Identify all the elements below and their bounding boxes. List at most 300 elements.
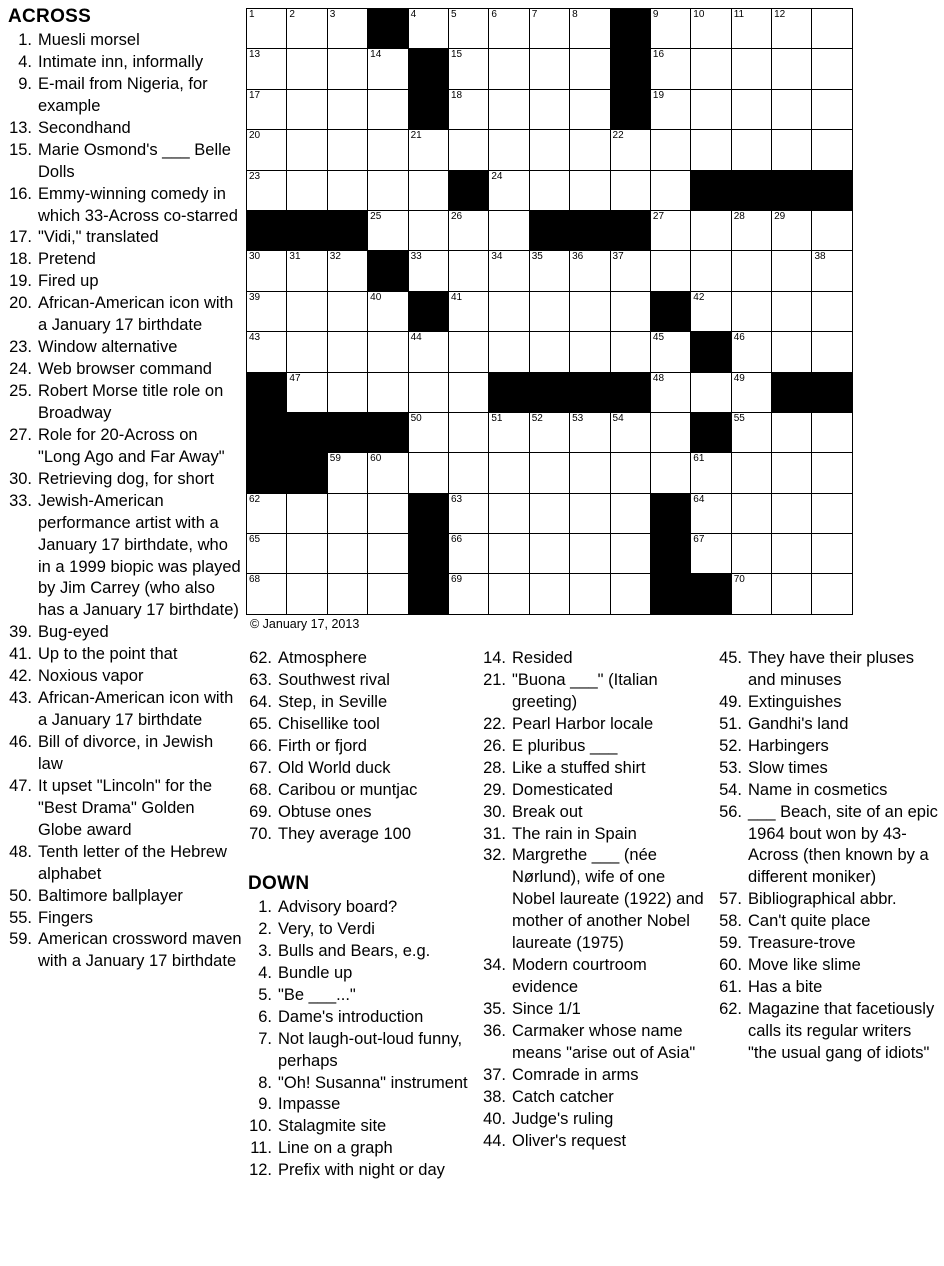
grid-cell[interactable] bbox=[489, 453, 529, 493]
grid-row bbox=[247, 493, 853, 533]
grid-cell-number: 35 bbox=[531, 251, 543, 263]
down-clue-item[interactable] bbox=[482, 758, 712, 780]
grid-cell[interactable] bbox=[731, 332, 771, 372]
grid-cell[interactable] bbox=[570, 412, 610, 452]
grid-cell[interactable] bbox=[772, 332, 812, 372]
grid-cell[interactable] bbox=[327, 372, 367, 412]
grid-cell[interactable] bbox=[691, 453, 731, 493]
down-clue-item[interactable] bbox=[482, 780, 712, 802]
grid-cell[interactable] bbox=[529, 251, 569, 291]
down-clue-item[interactable] bbox=[248, 1094, 472, 1116]
grid-cell[interactable] bbox=[812, 89, 852, 129]
grid-cell[interactable] bbox=[368, 372, 408, 412]
grid-cell[interactable] bbox=[327, 89, 367, 129]
grid-cell[interactable] bbox=[408, 332, 448, 372]
grid-cell[interactable] bbox=[529, 332, 569, 372]
grid-cell[interactable] bbox=[691, 251, 731, 291]
grid-cell[interactable] bbox=[448, 412, 488, 452]
grid-cell[interactable] bbox=[772, 210, 812, 250]
down-clue-item[interactable] bbox=[248, 941, 472, 963]
grid-cell[interactable] bbox=[691, 210, 731, 250]
grid-cell[interactable] bbox=[448, 493, 488, 533]
grid-cell[interactable] bbox=[489, 493, 529, 533]
grid-cell[interactable] bbox=[448, 49, 488, 89]
grid-cell[interactable] bbox=[368, 493, 408, 533]
grid-cell[interactable] bbox=[691, 291, 731, 331]
grid-cell[interactable] bbox=[772, 493, 812, 533]
grid-cell[interactable] bbox=[489, 170, 529, 210]
grid-cell[interactable] bbox=[570, 130, 610, 170]
grid-cell[interactable] bbox=[247, 170, 287, 210]
down-clue-item[interactable] bbox=[482, 1065, 712, 1087]
across-clue-item[interactable] bbox=[248, 648, 472, 670]
grid-cell[interactable] bbox=[731, 412, 771, 452]
down-clue-item[interactable] bbox=[718, 933, 940, 955]
down-clue-item[interactable] bbox=[248, 1073, 472, 1095]
grid-cell[interactable] bbox=[812, 453, 852, 493]
grid-cell-number: 16 bbox=[652, 49, 665, 61]
grid-cell[interactable] bbox=[731, 130, 771, 170]
down-clue-item[interactable] bbox=[482, 714, 712, 736]
across-clue-item[interactable] bbox=[8, 622, 242, 644]
grid-cell[interactable] bbox=[368, 49, 408, 89]
grid-cell-number: 19 bbox=[652, 89, 665, 101]
grid-cell[interactable] bbox=[650, 9, 690, 49]
grid-cell[interactable] bbox=[731, 574, 771, 614]
grid-cell[interactable] bbox=[610, 493, 650, 533]
grid-cell-number: 17 bbox=[249, 89, 261, 101]
grid-cell[interactable] bbox=[489, 130, 529, 170]
grid-cell[interactable] bbox=[731, 210, 771, 250]
grid-cell[interactable] bbox=[448, 372, 488, 412]
grid-cell[interactable] bbox=[529, 9, 569, 49]
grid-cell[interactable] bbox=[610, 251, 650, 291]
grid-cell[interactable] bbox=[610, 412, 650, 452]
grid-cell[interactable] bbox=[448, 291, 488, 331]
grid-cell[interactable] bbox=[529, 412, 569, 452]
grid-cell[interactable] bbox=[731, 89, 771, 129]
down-clue-item[interactable] bbox=[248, 1029, 472, 1073]
grid-cell-block bbox=[650, 291, 690, 331]
down-clue-item[interactable] bbox=[718, 977, 940, 999]
down-clue-item[interactable] bbox=[718, 758, 940, 780]
grid-cell[interactable] bbox=[408, 453, 448, 493]
grid-cell[interactable] bbox=[287, 493, 327, 533]
grid-cell-block bbox=[408, 291, 448, 331]
grid-cell[interactable] bbox=[691, 372, 731, 412]
grid-cell[interactable] bbox=[327, 453, 367, 493]
grid-cell[interactable] bbox=[448, 453, 488, 493]
down-clue-item[interactable] bbox=[248, 919, 472, 941]
down-clue-item[interactable] bbox=[718, 780, 940, 802]
grid-cell[interactable] bbox=[489, 412, 529, 452]
grid-cell[interactable] bbox=[731, 291, 771, 331]
crossword-grid[interactable] bbox=[246, 8, 853, 615]
grid-cell-block bbox=[691, 574, 731, 614]
clue-number: 8. bbox=[258, 1073, 272, 1092]
grid-cell[interactable] bbox=[570, 251, 610, 291]
clue-number: 38. bbox=[483, 1087, 506, 1106]
grid-cell[interactable] bbox=[368, 170, 408, 210]
grid-cell[interactable] bbox=[287, 9, 327, 49]
grid-cell[interactable] bbox=[489, 291, 529, 331]
grid-cell[interactable] bbox=[570, 534, 610, 574]
grid-cell[interactable] bbox=[489, 49, 529, 89]
across-clue-item[interactable] bbox=[248, 824, 472, 846]
across-clue-item[interactable] bbox=[8, 842, 242, 886]
grid-cell[interactable] bbox=[247, 49, 287, 89]
across-clue-item[interactable] bbox=[8, 271, 242, 293]
grid-cell[interactable] bbox=[529, 453, 569, 493]
across-clue-item[interactable] bbox=[8, 666, 242, 688]
grid-cell[interactable] bbox=[287, 534, 327, 574]
across-clue-item[interactable] bbox=[8, 688, 242, 732]
grid-cell[interactable] bbox=[772, 89, 812, 129]
across-clue-item[interactable] bbox=[8, 908, 242, 930]
grid-cell[interactable] bbox=[489, 251, 529, 291]
grid-cell[interactable] bbox=[772, 412, 812, 452]
grid-cell[interactable] bbox=[368, 453, 408, 493]
down-clue-item[interactable] bbox=[718, 714, 940, 736]
grid-cell[interactable] bbox=[448, 574, 488, 614]
grid-cell[interactable] bbox=[812, 534, 852, 574]
across-clue-item[interactable] bbox=[8, 491, 242, 623]
across-clue-item[interactable] bbox=[8, 184, 242, 228]
grid-cell[interactable] bbox=[448, 9, 488, 49]
grid-cell[interactable] bbox=[691, 89, 731, 129]
grid-cell[interactable] bbox=[570, 332, 610, 372]
across-clue-item[interactable] bbox=[248, 670, 472, 692]
across-clue-item[interactable] bbox=[8, 732, 242, 776]
grid-cell[interactable] bbox=[489, 574, 529, 614]
down-clue-item[interactable] bbox=[482, 955, 712, 999]
grid-cell[interactable] bbox=[772, 291, 812, 331]
grid-cell[interactable] bbox=[812, 210, 852, 250]
grid-cell[interactable] bbox=[408, 251, 448, 291]
grid-cell[interactable] bbox=[287, 49, 327, 89]
grid-cell[interactable] bbox=[408, 210, 448, 250]
across-clue-item[interactable] bbox=[8, 886, 242, 908]
grid-cell[interactable] bbox=[247, 251, 287, 291]
grid-cell[interactable] bbox=[812, 332, 852, 372]
across-clue-item[interactable] bbox=[8, 644, 242, 666]
grid-cell[interactable] bbox=[570, 170, 610, 210]
grid-cell[interactable] bbox=[650, 170, 690, 210]
grid-cell[interactable] bbox=[489, 9, 529, 49]
grid-cell[interactable] bbox=[408, 9, 448, 49]
grid-cell[interactable] bbox=[327, 251, 367, 291]
grid-cell[interactable] bbox=[448, 332, 488, 372]
grid-cell[interactable] bbox=[812, 49, 852, 89]
grid-cell[interactable] bbox=[327, 130, 367, 170]
down-clue-item[interactable] bbox=[718, 648, 940, 692]
grid-cell[interactable] bbox=[812, 251, 852, 291]
across-clue-item[interactable] bbox=[248, 692, 472, 714]
grid-cell-block bbox=[650, 493, 690, 533]
across-clue-item[interactable] bbox=[8, 74, 242, 118]
grid-cell[interactable] bbox=[731, 49, 771, 89]
down-clue-item[interactable] bbox=[248, 963, 472, 985]
clue-text: Noxious vapor bbox=[38, 667, 144, 686]
grid-cell[interactable] bbox=[408, 372, 448, 412]
grid-cell[interactable] bbox=[650, 89, 690, 129]
grid-cell[interactable] bbox=[772, 49, 812, 89]
grid-cell[interactable] bbox=[610, 453, 650, 493]
grid-cell[interactable] bbox=[610, 130, 650, 170]
across-clue-item[interactable] bbox=[8, 359, 242, 381]
grid-cell[interactable] bbox=[812, 493, 852, 533]
across-clue-item[interactable] bbox=[248, 736, 472, 758]
down-clue-item[interactable] bbox=[482, 1021, 712, 1065]
across-clue-item[interactable] bbox=[8, 118, 242, 140]
grid-cell[interactable] bbox=[691, 493, 731, 533]
grid-cell[interactable] bbox=[812, 9, 852, 49]
grid-cell[interactable] bbox=[812, 412, 852, 452]
grid-cell[interactable] bbox=[650, 49, 690, 89]
grid-cell[interactable] bbox=[610, 332, 650, 372]
grid-cell[interactable] bbox=[691, 130, 731, 170]
grid-cell[interactable] bbox=[327, 332, 367, 372]
across-clue-item[interactable] bbox=[248, 714, 472, 736]
grid-cell[interactable] bbox=[650, 332, 690, 372]
grid-cell[interactable] bbox=[529, 574, 569, 614]
grid-cell[interactable] bbox=[650, 372, 690, 412]
across-clue-item[interactable] bbox=[248, 802, 472, 824]
grid-cell[interactable] bbox=[489, 89, 529, 129]
across-clue-item[interactable] bbox=[8, 140, 242, 184]
grid-cell[interactable] bbox=[368, 332, 408, 372]
grid-cell[interactable] bbox=[489, 210, 529, 250]
clue-text: Comrade in arms bbox=[512, 1065, 639, 1084]
grid-cell[interactable] bbox=[691, 49, 731, 89]
grid-cell[interactable] bbox=[327, 170, 367, 210]
grid-cell[interactable] bbox=[529, 291, 569, 331]
down-clue-item[interactable] bbox=[482, 670, 712, 714]
clue-number: 34. bbox=[483, 956, 506, 975]
down-clue-item[interactable] bbox=[482, 1087, 712, 1109]
down-clue-item[interactable] bbox=[718, 802, 940, 890]
grid-cell[interactable] bbox=[731, 453, 771, 493]
across-clue-item[interactable] bbox=[8, 929, 242, 973]
grid-cell[interactable] bbox=[448, 210, 488, 250]
across-clue-item[interactable] bbox=[8, 381, 242, 425]
across-clue-item[interactable] bbox=[8, 293, 242, 337]
grid-cell[interactable] bbox=[650, 130, 690, 170]
grid-cell[interactable] bbox=[731, 493, 771, 533]
grid-cell[interactable] bbox=[368, 574, 408, 614]
across-clue-item[interactable] bbox=[8, 249, 242, 271]
grid-cell[interactable] bbox=[368, 130, 408, 170]
grid-cell-block bbox=[368, 412, 408, 452]
grid-cell[interactable] bbox=[772, 251, 812, 291]
grid-cell[interactable] bbox=[408, 170, 448, 210]
down-clue-item[interactable] bbox=[718, 692, 940, 714]
grid-cell[interactable] bbox=[570, 49, 610, 89]
across-clue-item[interactable] bbox=[248, 758, 472, 780]
grid-row bbox=[247, 251, 853, 291]
grid-cell[interactable] bbox=[772, 130, 812, 170]
across-clue-item[interactable] bbox=[8, 425, 242, 469]
grid-cell[interactable] bbox=[247, 291, 287, 331]
grid-cell[interactable] bbox=[287, 332, 327, 372]
clue-text: Name in cosmetics bbox=[748, 780, 888, 799]
grid-cell[interactable] bbox=[327, 49, 367, 89]
grid-cell[interactable] bbox=[731, 251, 771, 291]
crossword-grid-table[interactable] bbox=[246, 8, 853, 615]
across-clue-item[interactable] bbox=[8, 30, 242, 52]
across-clue-item[interactable] bbox=[248, 780, 472, 802]
grid-cell[interactable] bbox=[610, 534, 650, 574]
grid-cell[interactable] bbox=[570, 493, 610, 533]
grid-cell-block bbox=[610, 89, 650, 129]
clue-number: 9. bbox=[18, 74, 32, 93]
across-clue-item[interactable] bbox=[8, 337, 242, 359]
across-clue-item[interactable] bbox=[8, 776, 242, 842]
grid-cell[interactable] bbox=[731, 534, 771, 574]
grid-cell[interactable] bbox=[812, 574, 852, 614]
grid-cell[interactable] bbox=[570, 574, 610, 614]
down-clue-item[interactable] bbox=[248, 1116, 472, 1138]
down-clue-item[interactable] bbox=[248, 1007, 472, 1029]
down-clue-item[interactable] bbox=[248, 897, 472, 919]
grid-cell[interactable] bbox=[570, 453, 610, 493]
grid-cell[interactable] bbox=[772, 9, 812, 49]
grid-cell-block bbox=[408, 574, 448, 614]
grid-cell-number: 40 bbox=[370, 291, 382, 303]
down-clue-item[interactable] bbox=[482, 736, 712, 758]
grid-cell[interactable] bbox=[247, 332, 287, 372]
down-clue-item[interactable] bbox=[718, 889, 940, 911]
across-clue-item[interactable] bbox=[8, 227, 242, 249]
grid-cell[interactable] bbox=[287, 130, 327, 170]
grid-cell[interactable] bbox=[327, 574, 367, 614]
grid-cell[interactable] bbox=[368, 534, 408, 574]
grid-cell[interactable] bbox=[650, 412, 690, 452]
grid-cell[interactable] bbox=[489, 332, 529, 372]
grid-cell[interactable] bbox=[529, 493, 569, 533]
grid-cell-number: 61 bbox=[693, 453, 705, 465]
grid-cell[interactable] bbox=[408, 130, 448, 170]
clue-text: Southwest rival bbox=[278, 670, 390, 689]
down-clue-item[interactable] bbox=[248, 985, 472, 1007]
grid-cell[interactable] bbox=[448, 89, 488, 129]
grid-cell[interactable] bbox=[529, 170, 569, 210]
grid-row bbox=[247, 453, 853, 493]
clue-number: 64. bbox=[249, 692, 272, 711]
grid-cell[interactable] bbox=[247, 9, 287, 49]
grid-cell[interactable] bbox=[812, 291, 852, 331]
grid-cell[interactable] bbox=[287, 170, 327, 210]
grid-cell[interactable] bbox=[812, 130, 852, 170]
grid-cell[interactable] bbox=[368, 210, 408, 250]
grid-cell[interactable] bbox=[448, 534, 488, 574]
grid-cell[interactable] bbox=[529, 534, 569, 574]
grid-row bbox=[247, 332, 853, 372]
grid-cell[interactable] bbox=[368, 291, 408, 331]
grid-cell-block bbox=[327, 412, 367, 452]
across-clue-item[interactable] bbox=[8, 469, 242, 491]
grid-cell[interactable] bbox=[650, 453, 690, 493]
down-clue-item[interactable] bbox=[718, 911, 940, 933]
grid-cell[interactable] bbox=[772, 453, 812, 493]
down-clue-item[interactable] bbox=[482, 648, 712, 670]
down-clue-item[interactable] bbox=[718, 955, 940, 977]
grid-cell[interactable] bbox=[247, 130, 287, 170]
down-clue-item[interactable] bbox=[482, 1131, 712, 1153]
down-clue-item[interactable] bbox=[248, 1160, 472, 1182]
grid-cell[interactable] bbox=[327, 9, 367, 49]
grid-row bbox=[247, 9, 853, 49]
grid-cell[interactable] bbox=[287, 251, 327, 291]
clue-text: Margrethe ___ (née Nørlund), wife of one Nobel laureate (1922) and mother of another Nobel laureate (1975) bbox=[512, 846, 704, 953]
clue-text: Muesli morsel bbox=[38, 31, 140, 49]
down-clues-column-1 bbox=[248, 873, 472, 1182]
grid-cell[interactable] bbox=[570, 9, 610, 49]
grid-cell[interactable] bbox=[327, 534, 367, 574]
grid-cell[interactable] bbox=[570, 291, 610, 331]
grid-cell-number: 9 bbox=[652, 9, 659, 20]
grid-cell[interactable] bbox=[287, 372, 327, 412]
grid-cell[interactable] bbox=[529, 49, 569, 89]
grid-cell[interactable] bbox=[691, 534, 731, 574]
grid-cell[interactable] bbox=[529, 130, 569, 170]
grid-cell[interactable] bbox=[247, 493, 287, 533]
across-clue-item[interactable] bbox=[8, 52, 242, 74]
down-clue-item[interactable] bbox=[718, 736, 940, 758]
grid-cell[interactable] bbox=[650, 210, 690, 250]
grid-cell-block bbox=[327, 210, 367, 250]
grid-cell[interactable] bbox=[610, 574, 650, 614]
grid-cell[interactable] bbox=[570, 89, 610, 129]
grid-cell[interactable] bbox=[247, 574, 287, 614]
grid-cell[interactable] bbox=[772, 534, 812, 574]
grid-cell[interactable] bbox=[650, 251, 690, 291]
grid-cell[interactable] bbox=[610, 291, 650, 331]
grid-cell-number: 25 bbox=[370, 210, 382, 222]
down-clue-item[interactable] bbox=[718, 999, 940, 1065]
grid-cell[interactable] bbox=[489, 534, 529, 574]
grid-cell[interactable] bbox=[247, 89, 287, 129]
grid-cell[interactable] bbox=[691, 9, 731, 49]
down-clue-item[interactable] bbox=[482, 802, 712, 824]
grid-cell[interactable] bbox=[772, 574, 812, 614]
grid-cell[interactable] bbox=[327, 291, 367, 331]
grid-cell[interactable] bbox=[610, 170, 650, 210]
grid-cell-number: 48 bbox=[652, 372, 665, 384]
down-clue-item[interactable] bbox=[482, 999, 712, 1021]
clue-number: 25. bbox=[9, 382, 32, 400]
grid-cell[interactable] bbox=[408, 412, 448, 452]
grid-cell[interactable] bbox=[287, 574, 327, 614]
grid-cell[interactable] bbox=[247, 534, 287, 574]
grid-cell[interactable] bbox=[529, 89, 569, 129]
down-clue-item[interactable] bbox=[482, 824, 712, 846]
clue-text: Jewish-American performance artist with a January 17 birthdate, who in a 1999 biopic was played by Jim Carrey (who also has a January 17 birthdate) bbox=[38, 491, 241, 620]
down-clue-item[interactable] bbox=[248, 1138, 472, 1160]
grid-cell-number: 23 bbox=[249, 170, 261, 182]
down-clue-item[interactable] bbox=[482, 845, 712, 955]
grid-cell[interactable] bbox=[368, 89, 408, 129]
down-clue-item[interactable] bbox=[482, 1109, 712, 1131]
grid-cell[interactable] bbox=[287, 89, 327, 129]
grid-cell[interactable] bbox=[731, 9, 771, 49]
grid-cell[interactable] bbox=[731, 372, 771, 412]
grid-cell[interactable] bbox=[448, 130, 488, 170]
grid-cell[interactable] bbox=[448, 251, 488, 291]
clue-text: Firth or fjord bbox=[278, 736, 367, 755]
grid-cell[interactable] bbox=[327, 493, 367, 533]
grid-cell[interactable] bbox=[287, 291, 327, 331]
